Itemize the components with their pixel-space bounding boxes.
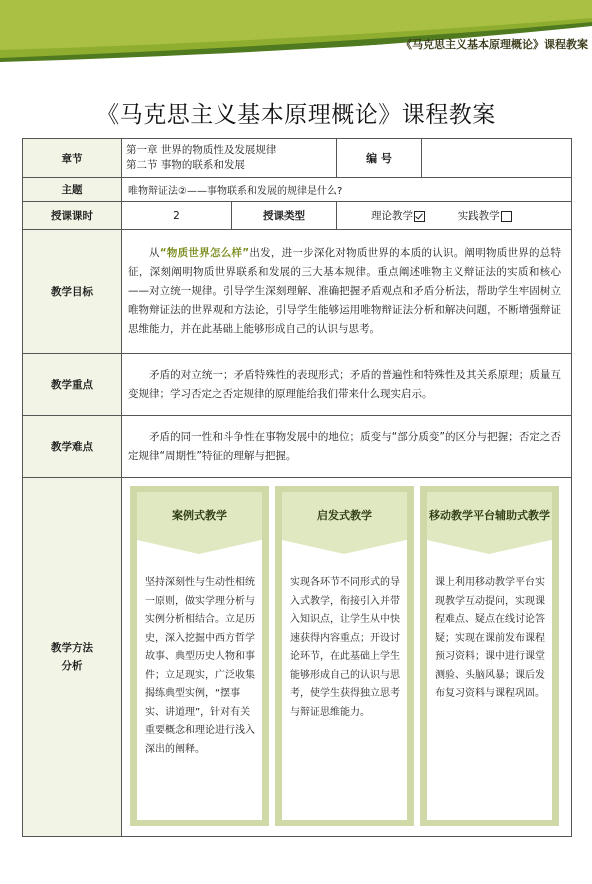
header-band: [0, 0, 592, 70]
number-value: [422, 139, 571, 177]
method-title: 移动教学平台辅助式教学: [427, 492, 552, 540]
method-card-case: [130, 486, 269, 826]
row-chapter: [23, 139, 572, 178]
topic-label: 主题: [23, 178, 122, 202]
hours-value: 2: [122, 202, 232, 230]
difficulties-label: 教学难点: [23, 416, 122, 478]
row-key-points: [23, 354, 572, 416]
row-methods: [23, 478, 572, 837]
goals-highlight: “物质世界怎么样”: [159, 247, 250, 259]
practice-checkbox[interactable]: [501, 211, 512, 222]
document-title: 《马克思主义基本原理概论》课程教案: [96, 102, 496, 128]
method-card-mobile: [420, 486, 559, 826]
number-label: 编 号: [337, 139, 422, 177]
arrow-down-icon: [427, 540, 551, 554]
key-points-label: 教学重点: [23, 354, 122, 416]
method-title: 启发式教学: [282, 492, 407, 540]
goals-lead: 从: [149, 247, 160, 259]
practice-label: 实践教学: [457, 210, 500, 222]
type-options: [337, 202, 572, 230]
topic-value: 唯物辩证法②——事物联系和发展的规律是什么?: [122, 178, 572, 202]
chapter-label: 章节: [23, 139, 122, 178]
methods-cell: [122, 478, 572, 837]
section-line: 第二节 事物的联系和发展: [126, 159, 245, 171]
hours-label: 授课课时: [23, 202, 122, 230]
methods-label-line1: 教学方法: [51, 642, 93, 654]
running-header: 《马克思主义基本原理概论》课程教案: [401, 38, 588, 51]
method-body: 课上利用移动教学平台实现教学互动提问，实现课程难点、疑点在线讨论答疑；实现在课前发布课程预习资料；课中进行课堂测验、头脑风暴；课后发布复习资料与课程巩固。: [435, 577, 545, 699]
row-hours: [23, 202, 572, 230]
theory-label: 理论教学: [371, 210, 413, 222]
method-body: 坚持深刻性与生动性相统一原则，做实学理分析与实例分析相结合。立足历史，深入挖掘中西方哲学故事、典型历史人物和事件；立足现实，广泛收集揭练典型实例，“摆事实、讲道理”，针对有关重要概念和理论进行浅入深出的阐释。: [145, 577, 255, 755]
goals-label: 教学目标: [23, 230, 122, 354]
row-topic: [23, 178, 572, 202]
method-title: 案例式教学: [137, 492, 262, 540]
type-label: 授课类型: [232, 202, 337, 230]
lesson-plan-table: [22, 138, 572, 837]
chapter-value: [122, 139, 337, 178]
key-points-text: 矛盾的对立统一；矛盾特殊性的表现形式；矛盾的普遍性和特殊性及其关系原理；质量互变规律；学习否定之否定规律的原理能给我们带来什么现实启示。: [122, 354, 572, 416]
method-body: 实现各环节不同形式的导入式教学，衔接引入并带入知识点，让学生从中快速获得内容重点；开设讨论环节，在此基础上学生能够形成自己的认识与思考，使学生获得独立思考与辩证思维能力。: [290, 577, 400, 718]
arrow-down-icon: [282, 540, 406, 554]
row-difficulties: [23, 416, 572, 478]
difficulties-text: 矛盾的同一性和斗争性在事物发展中的地位；质变与“部分质变”的区分与把握；否定之否定规律“周期性”特征的理解与把握。: [122, 416, 572, 478]
theory-checkbox[interactable]: [414, 211, 425, 222]
row-goals: [23, 230, 572, 354]
chapter-line: 第一章 世界的物质性及发展规律: [126, 144, 277, 156]
goals-body: 出发，进一步深化对物质世界的本质的认识。阐明物质世界的总特征，深刻阐明物质世界联系和发展的三大基本规律。重点阐述唯物主义辩证法的实质和核心——对立统一规律。引导学生深刻理解、准确把握矛盾观点和矛盾分析法，帮助学生牢固树立唯物辩证法的世界观和方法论，引导学生能够运用唯物辩证法分析和解决问题，不断增强辩证思维能力，并在此基础上能够形成自己的认识与思考。: [128, 247, 562, 335]
goals-text: [122, 230, 572, 354]
number-cell: [337, 139, 572, 178]
arrow-down-icon: [137, 540, 261, 554]
method-card-heuristic: [275, 486, 414, 826]
methods-label-line2: 分析: [61, 660, 83, 672]
methods-label: [23, 478, 122, 837]
